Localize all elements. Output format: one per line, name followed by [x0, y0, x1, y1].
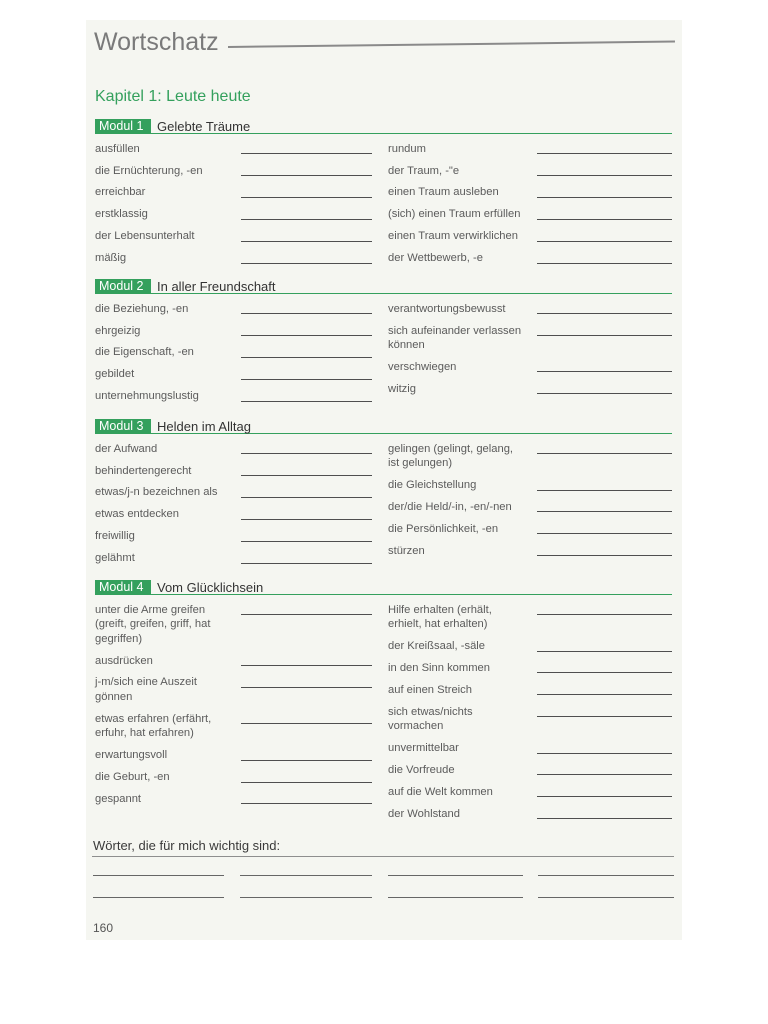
- answer-line: [537, 442, 672, 455]
- vocab-row: [95, 138, 372, 160]
- module-header: [95, 580, 672, 595]
- answer-line: [537, 229, 672, 242]
- vocab-word: ausfüllen: [95, 142, 140, 155]
- vocab-word: gelingen (gelingt, gelang, ist gelungen): [388, 442, 514, 470]
- vocab-column-right: [388, 138, 672, 269]
- answer-line: [241, 142, 372, 155]
- vocab-word: etwas entdecken: [95, 508, 179, 521]
- vocab-word: Hilfe erhalten (erhält, erhielt, hat erhalten): [388, 603, 492, 631]
- vocab-row: [388, 803, 672, 825]
- vocab-word: behindertengerecht: [95, 464, 192, 477]
- vocab-word: die Persönlichkeit, -en: [388, 522, 499, 535]
- vocab-word: etwas erfahren (erfährt, erfuhr, hat erfahren): [95, 712, 212, 740]
- module-title: Vom Glücklichsein: [157, 580, 264, 595]
- answer-line: [241, 324, 372, 337]
- vocab-row: [388, 378, 672, 400]
- vocab-row: [388, 160, 672, 182]
- vocab-row: [95, 526, 372, 548]
- vocab-word: gebildet: [95, 368, 135, 381]
- vocab-word: unternehmungslustig: [95, 390, 199, 403]
- blank-line: [538, 897, 674, 898]
- vocab-word: auf die Welt kommen: [388, 785, 493, 798]
- vocab-word: sich aufeinander verlassen können: [388, 324, 522, 352]
- module-4: [95, 580, 672, 820]
- vocab-column-left: [95, 438, 372, 569]
- answer-line: [537, 360, 672, 373]
- vocab-row: [388, 701, 672, 737]
- blank-line: [93, 897, 224, 898]
- vocab-row: [388, 737, 672, 759]
- vocab-word: die Beziehung, -en: [95, 302, 189, 315]
- answer-line: [537, 251, 672, 264]
- answer-line: [241, 464, 372, 477]
- answer-line: [537, 500, 672, 513]
- answer-line: [537, 302, 672, 315]
- vocab-row: [95, 745, 372, 767]
- answer-line: [241, 442, 372, 455]
- answer-line: [241, 485, 372, 498]
- answer-line: [537, 603, 672, 616]
- answer-line: [241, 185, 372, 198]
- vocab-row: [388, 635, 672, 657]
- vocab-word: verschwiegen: [388, 360, 457, 373]
- vocab-word: die Eigenschaft, -en: [95, 346, 194, 359]
- vocab-word: der/die Held/-in, -en/-nen: [388, 500, 512, 513]
- answer-line: [241, 529, 372, 542]
- vocab-word: der Lebensunterhalt: [95, 230, 195, 243]
- vocab-word: die Geburt, -en: [95, 771, 170, 784]
- answer-line: [537, 207, 672, 220]
- module-2: [95, 279, 672, 403]
- answer-line: [537, 785, 672, 798]
- vocab-row: [388, 298, 672, 320]
- answer-line: [537, 661, 672, 674]
- vocab-word: einen Traum verwirklichen: [388, 230, 518, 243]
- vocab-row: [95, 386, 372, 408]
- vocab-word: mäßig: [95, 252, 127, 265]
- vocab-word: unvermittelbar: [388, 742, 459, 755]
- vocab-row: [95, 364, 372, 386]
- vocab-word: der Kreißsaal, -säle: [388, 640, 485, 653]
- vocab-word: der Wohlstand: [388, 807, 460, 820]
- answer-line: [537, 807, 672, 820]
- vocab-row: [388, 496, 672, 518]
- vocab-word: gelähmt: [95, 552, 135, 565]
- vocab-word: die Ernüchterung, -en: [95, 164, 203, 177]
- vocab-word: gespannt: [95, 792, 142, 805]
- answer-line: [241, 551, 372, 564]
- answer-line: [537, 639, 672, 652]
- answer-line: [537, 185, 672, 198]
- vocab-row: [388, 138, 672, 160]
- module-badge: Modul 4: [95, 580, 151, 595]
- module-title: Gelebte Träume: [157, 119, 251, 134]
- vocab-row: [388, 247, 672, 269]
- vocab-word: der Traum, -"e: [388, 164, 460, 177]
- blank-line: [93, 875, 224, 876]
- answer-line: [537, 478, 672, 491]
- answer-line: [537, 705, 672, 718]
- module-title: In aller Freundschaft: [157, 279, 276, 294]
- answer-line: [241, 251, 372, 264]
- module-header: [95, 419, 672, 434]
- personal-words-rule: [92, 856, 674, 857]
- module-title: Helden im Alltag: [157, 419, 251, 434]
- vocab-word: unter die Arme greifen (greift, greifen, griff, hat gegriffen): [95, 603, 211, 645]
- answer-line: [241, 654, 372, 667]
- vocab-word: stürzen: [388, 544, 425, 557]
- vocab-column-right: [388, 599, 672, 825]
- vocab-row: [388, 679, 672, 701]
- answer-line: [537, 142, 672, 155]
- vocab-word: der Aufwand: [95, 442, 158, 455]
- vocab-row: [95, 204, 372, 226]
- blank-line: [388, 875, 523, 876]
- answer-line: [537, 164, 672, 177]
- vocab-word: rundum: [388, 142, 426, 155]
- answer-line: [241, 164, 372, 177]
- vocab-word: der Wettbewerb, -e: [388, 252, 483, 265]
- module-header: [95, 119, 672, 134]
- answer-line: [241, 603, 372, 616]
- vocab-row: [95, 438, 372, 460]
- vocab-word: einen Traum ausleben: [388, 186, 499, 199]
- answer-line: [241, 389, 372, 402]
- vocab-row: [95, 482, 372, 504]
- vocab-row: [388, 657, 672, 679]
- page-number: 160: [93, 921, 114, 935]
- module-1: [95, 119, 672, 265]
- blank-line: [240, 897, 372, 898]
- vocab-row: [388, 759, 672, 781]
- vocab-row: [388, 781, 672, 803]
- vocab-column-left: [95, 298, 372, 407]
- vocab-row: [388, 182, 672, 204]
- vocab-column-right: [388, 298, 672, 400]
- answer-line: [241, 367, 372, 380]
- answer-line: [537, 382, 672, 395]
- answer-line: [241, 792, 372, 805]
- vocab-word: erreichbar: [95, 186, 146, 199]
- vocab-row: [95, 160, 372, 182]
- vocab-column-left: [95, 138, 372, 269]
- vocab-word: etwas/j-n bezeichnen als: [95, 486, 218, 499]
- vocab-row: [95, 708, 372, 744]
- vocab-row: [388, 438, 672, 474]
- chapter-heading: Kapitel 1: Leute heute: [95, 88, 251, 105]
- answer-line: [537, 522, 672, 535]
- answer-line: [537, 741, 672, 754]
- vocab-word: j-m/sich eine Auszeit gönnen: [95, 676, 197, 703]
- vocab-row: [95, 547, 372, 569]
- vocab-row: [95, 460, 372, 482]
- vocab-word: freiwillig: [95, 530, 135, 543]
- answer-line: [241, 207, 372, 220]
- module-badge: Modul 1: [95, 119, 151, 134]
- vocab-row: [95, 226, 372, 248]
- page-title: Wortschatz: [94, 28, 219, 56]
- answer-line: [241, 302, 372, 315]
- vocab-row: [388, 226, 672, 248]
- vocab-column-left: [95, 599, 372, 810]
- blank-line: [538, 875, 674, 876]
- blank-line: [388, 897, 523, 898]
- vocab-word: erstklassig: [95, 208, 148, 221]
- vocab-row: [388, 356, 672, 378]
- answer-line: [241, 507, 372, 520]
- module-header: [95, 279, 672, 294]
- vocab-word: ehrgeizig: [95, 324, 141, 337]
- vocab-row: [95, 247, 372, 269]
- answer-line: [241, 748, 372, 761]
- answer-line: [241, 345, 372, 358]
- vocab-row: [388, 474, 672, 496]
- answer-line: [537, 324, 672, 337]
- vocab-row: [95, 298, 372, 320]
- vocab-word: (sich) einen Traum erfüllen: [388, 208, 521, 221]
- answer-line: [241, 229, 372, 242]
- vocab-row: [95, 599, 372, 650]
- vocab-word: verantwortungsbewusst: [388, 302, 506, 315]
- vocab-row: [95, 182, 372, 204]
- vocab-row: [388, 518, 672, 540]
- vocab-word: auf einen Streich: [388, 683, 472, 696]
- vocab-word: witzig: [388, 382, 416, 395]
- vocab-row: [95, 342, 372, 364]
- module-3: [95, 419, 672, 565]
- answer-line: [241, 712, 372, 725]
- vocab-row: [388, 320, 672, 356]
- answer-line: [537, 683, 672, 696]
- vocab-row: [388, 204, 672, 226]
- vocab-word: die Gleichstellung: [388, 479, 477, 492]
- vocab-row: [95, 650, 372, 672]
- vocab-column-right: [388, 438, 672, 562]
- vocab-row: [95, 504, 372, 526]
- vocab-row: [95, 672, 372, 708]
- vocab-row: [95, 766, 372, 788]
- module-badge: Modul 3: [95, 419, 151, 434]
- vocab-word: ausdrücken: [95, 654, 153, 667]
- vocab-word: erwartungsvoll: [95, 749, 168, 762]
- vocab-word: sich etwas/nichts vormachen: [388, 705, 473, 733]
- vocab-word: die Vorfreude: [388, 763, 455, 776]
- answer-line: [241, 675, 372, 688]
- vocab-row: [388, 540, 672, 562]
- vocab-row: [388, 599, 672, 635]
- blank-line: [240, 875, 372, 876]
- answer-line: [537, 544, 672, 557]
- vocab-row: [95, 788, 372, 810]
- answer-line: [241, 770, 372, 783]
- vocab-row: [95, 320, 372, 342]
- answer-line: [537, 763, 672, 776]
- vocab-word: in den Sinn kommen: [388, 661, 490, 674]
- personal-words-heading: Wörter, die für mich wichtig sind:: [93, 838, 281, 853]
- module-badge: Modul 2: [95, 279, 151, 294]
